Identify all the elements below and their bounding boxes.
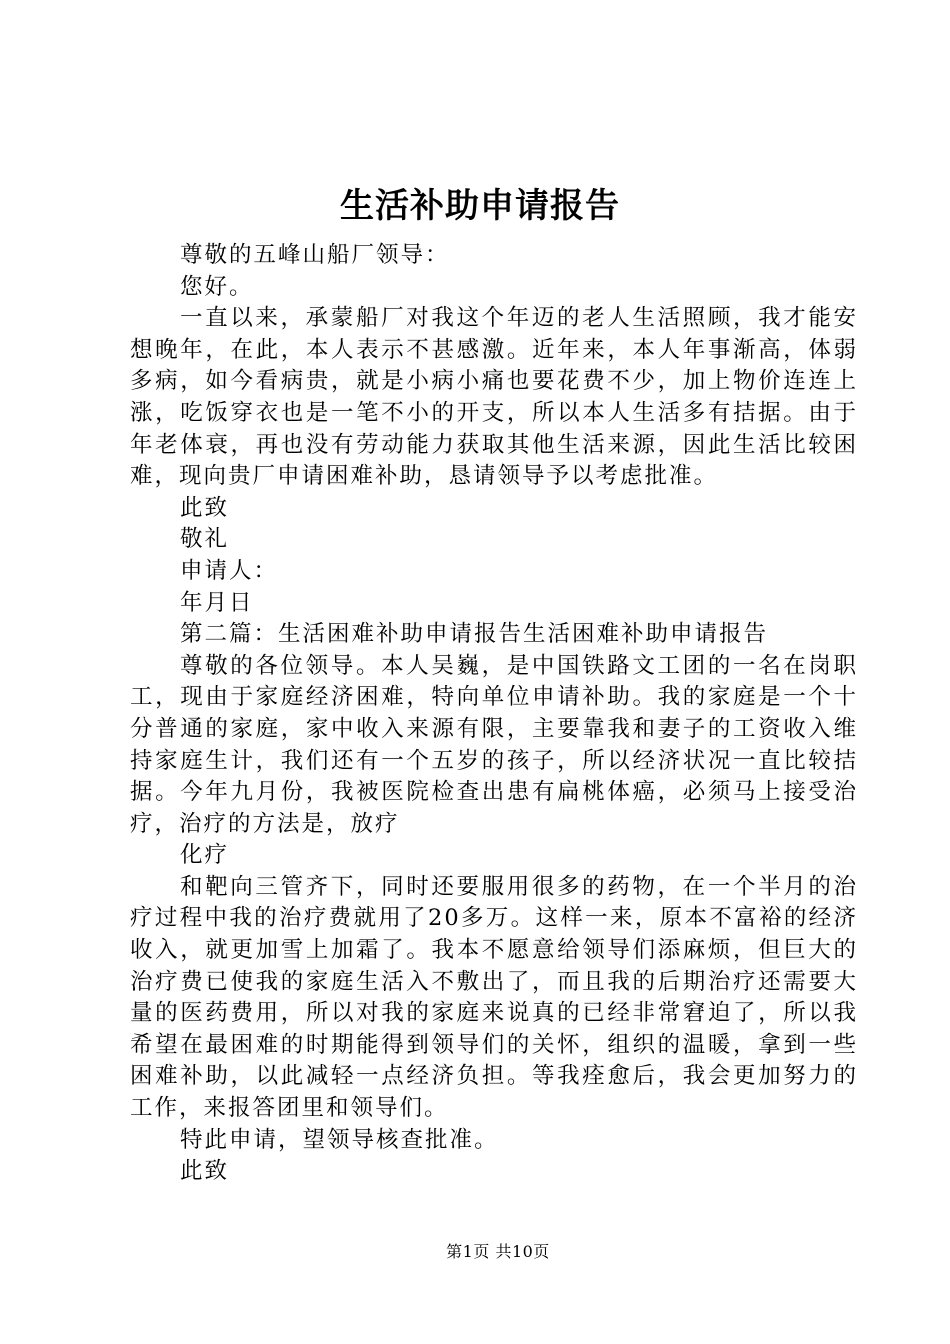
- paragraph-salutation: 尊敬的五峰山船厂领导：: [180, 242, 450, 268]
- paragraph-date: 年月日: [180, 589, 254, 616]
- paragraph-request: 特此申请，望领导核查批准。: [180, 1126, 499, 1153]
- paragraph-body-1: 一直以来，承蒙船厂对我这个年迈的老人生活照顾，我才能安想晚年，在此，本人表示不甚感激。近年来，本人年事渐高，体弱多病，如今看病贵，就是小病小痛也要花费不少，加上物价连连上涨，吃饭穿衣也是一笔不小的开支，所以本人生活多有拮据。由于年老体衰，再也没有劳动能力获取其他生活来源，因此生活比较困难，现向贵厂申请困难补助，恳请领导予以考虑批准。: [130, 305, 858, 490]
- paragraph-applicant: 申请人：: [180, 557, 279, 584]
- paragraph-section-heading: 第二篇：生活困难补助申请报告生活困难补助申请报告: [180, 621, 769, 648]
- paragraph-body-3: 和靶向三管齐下，同时还要服用很多的药物，在一个半月的治疗过程中我的治疗费就用了20多万。这样一来，原本不富裕的经济收入，就更加雪上加霜了。我本不愿意给领导们添麻烦，但巨大的治疗费已使我的家庭生活入不敷出了，而且我的后期治疗还需要大量的医药费用，所以对我的家庭来说真的已经非常窘迫了，所以我希望在最困难的时期能得到领导们的关怀，组织的温暖，拿到一些困难补助，以此减轻一点经济负担。等我痊愈后，我会更加努力的工作，来报答团里和领导们。: [130, 873, 858, 1122]
- paragraph-closing-2: 此致: [180, 1158, 230, 1185]
- document-body: [130, 240, 858, 1188]
- paragraph-regards: 敬礼: [180, 526, 230, 553]
- paragraph-greeting: 您好。: [180, 273, 254, 300]
- paragraph-closing-1: 此致: [180, 494, 230, 521]
- paragraph-body-2: 尊敬的各位领导。本人吴巍，是中国铁路文工团的一名在岗职工，现由于家庭经济困难，特向单位申请补助。我的家庭是一个十分普通的家庭，家中收入来源有限，主要靠我和妻子的工资收入维持家庭生计，我们还有一个五岁的孩子，所以经济状况一直比较拮据。今年九月份，我被医院检查出患有扁桃体癌，必须马上接受治疗，治疗的方法是，放疗: [130, 652, 858, 837]
- document-title: 生活补助申请报告: [340, 186, 620, 226]
- page-footer: 第1页 共10页: [446, 1242, 550, 1261]
- paragraph-fragment: 化疗: [180, 842, 230, 869]
